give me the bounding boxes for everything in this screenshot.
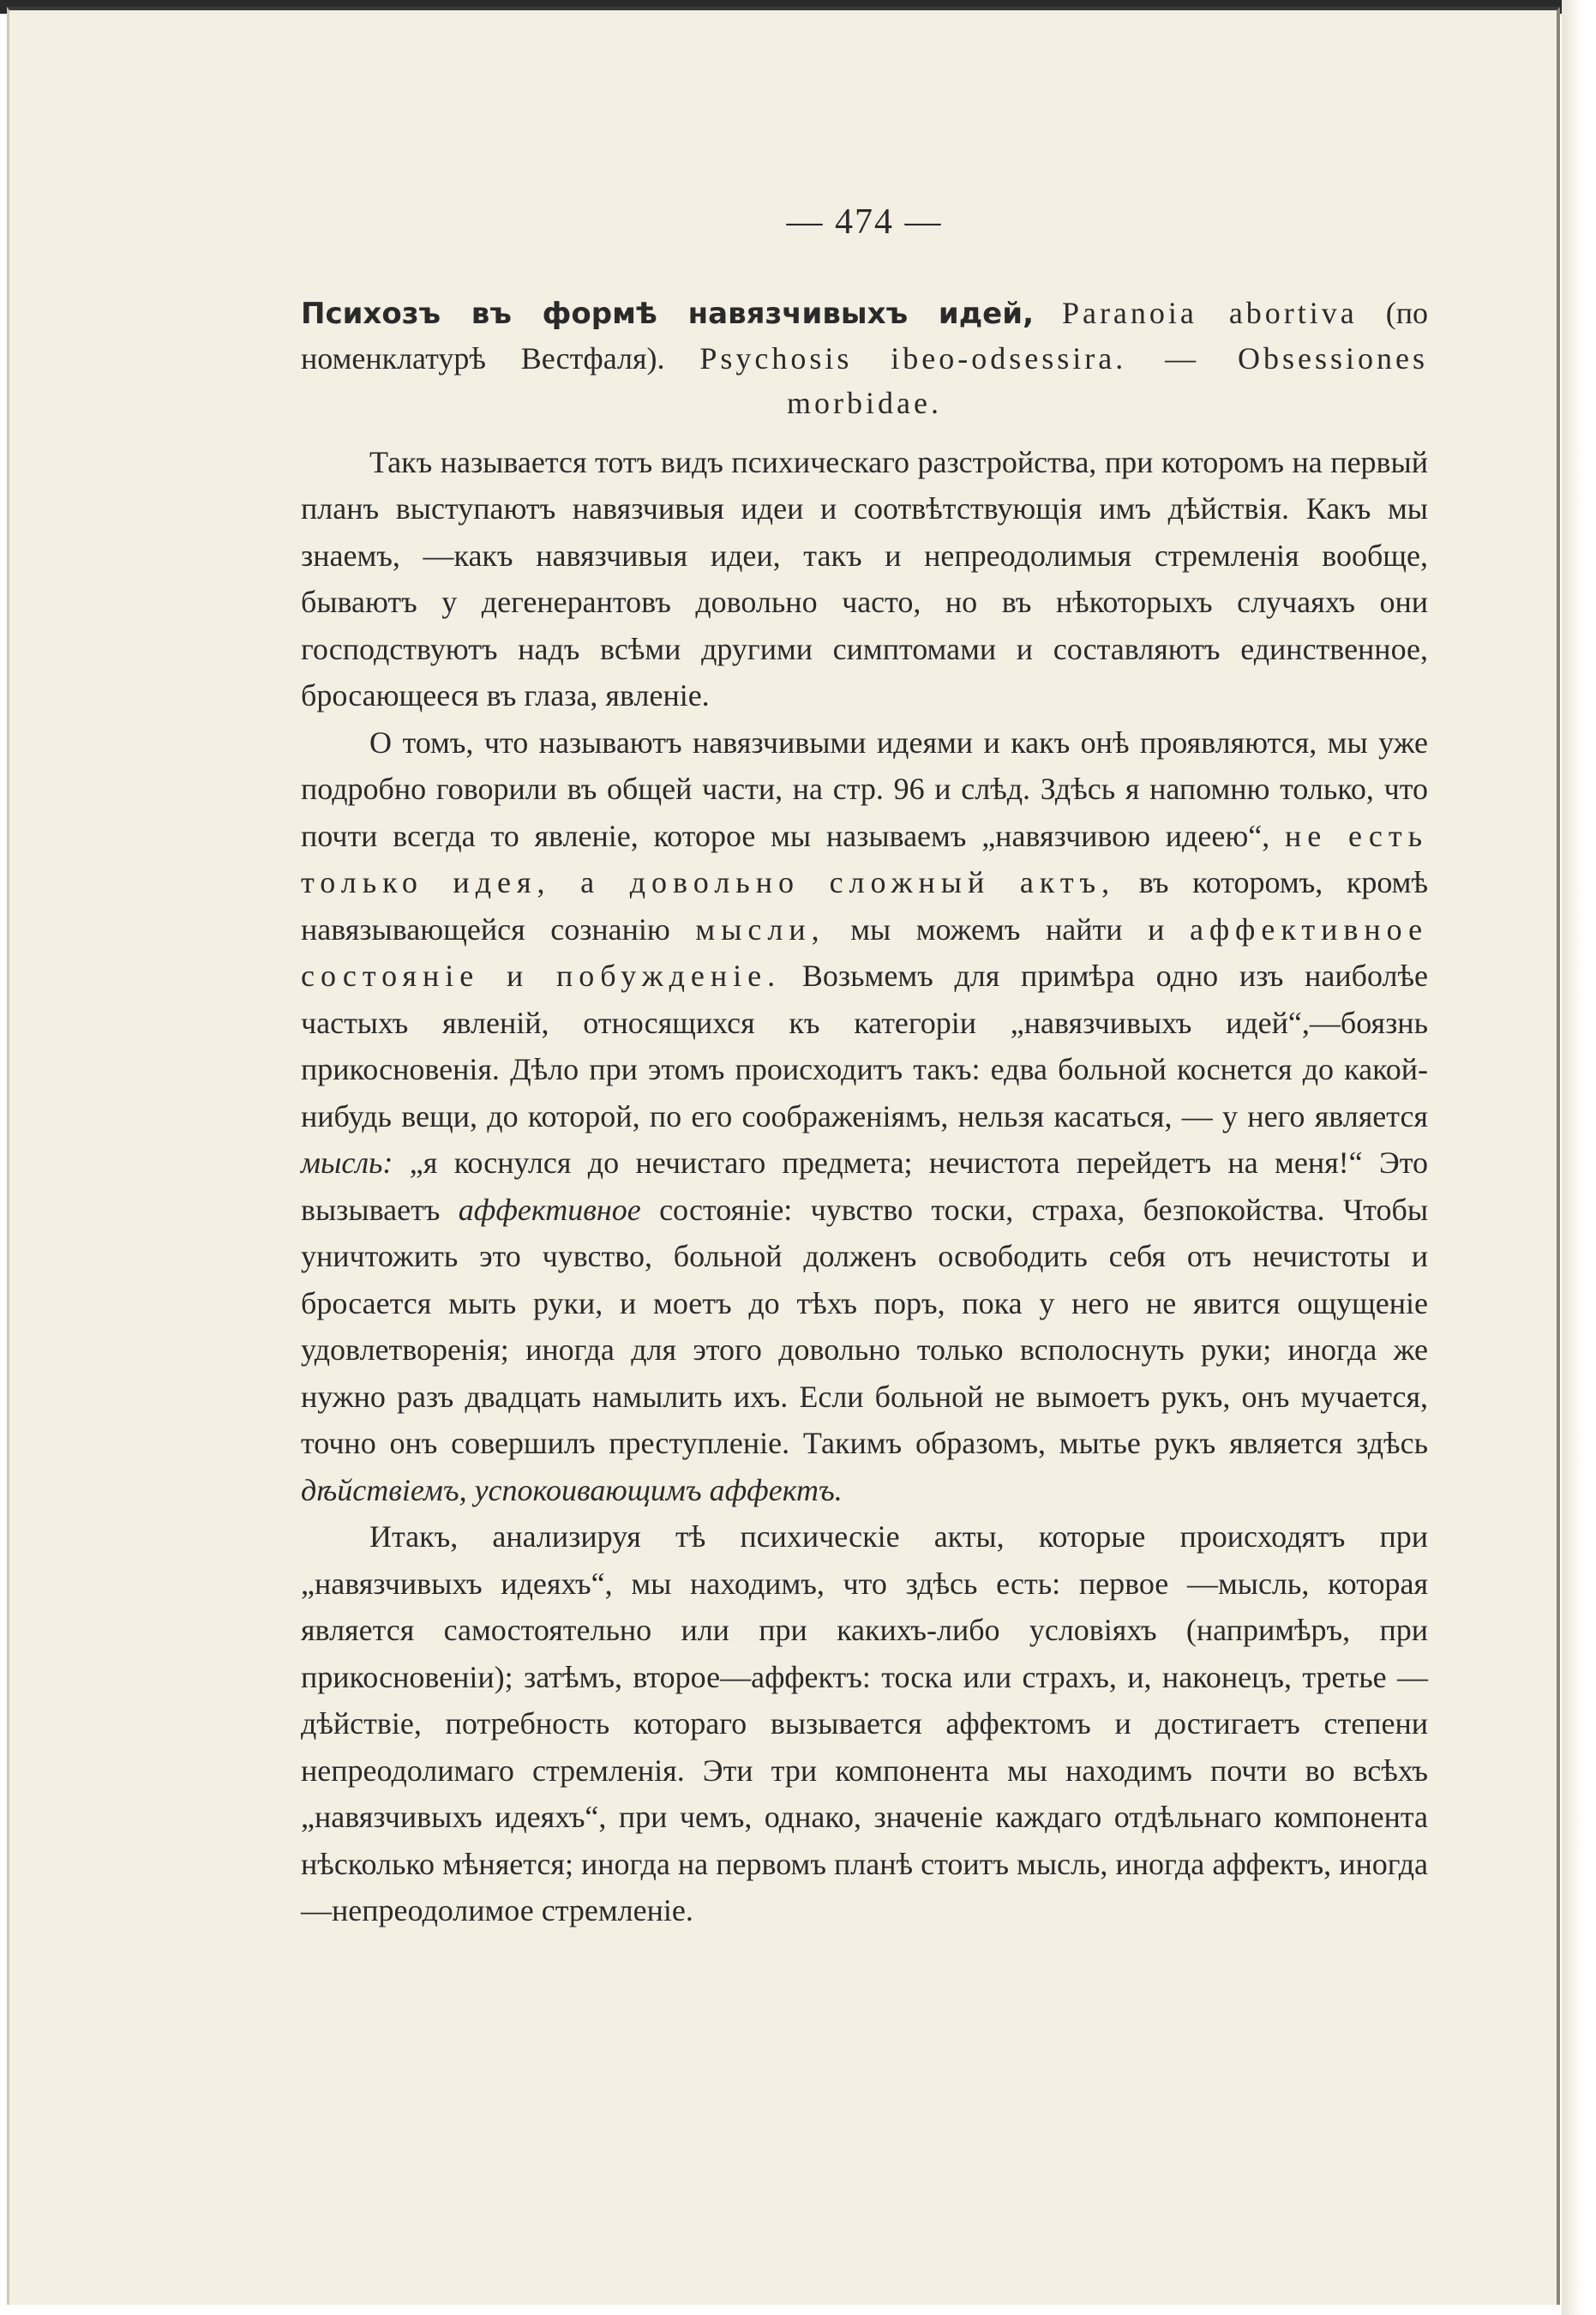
p2-spaced-d: мысли, bbox=[695, 911, 825, 947]
p2-spaced-b: не есть только идея, а довольно сложный актъ, bbox=[301, 818, 1429, 899]
p2-text-i: „я коснулся до нечистаго предмета; нечистота перейдетъ на меня!“ Это вызываетъ bbox=[301, 1145, 1428, 1227]
p2-text-a: О томъ, что называютъ навязчивыми идеями и какъ онѣ проявляются, мы уже подробно говорили въ общей части, на стр. 96 и слѣд. Здѣсь я напомню только, что почти всегда то явленіе, которое мы называемъ „навязчивою идеею“, bbox=[301, 725, 1428, 853]
heading-latin-term-2: Psychosis ibeo-odsessira. — Obsessiones morbidae. bbox=[699, 340, 1428, 420]
p2-italic-j: аффективное bbox=[458, 1192, 641, 1227]
paragraph-2 bbox=[301, 719, 1428, 1514]
section-heading bbox=[301, 291, 1428, 425]
heading-title: Психозъ въ формѣ навязчивыхъ идей, bbox=[301, 296, 1034, 331]
p2-text-k: состояніе: чувство тоски, страха, безпокойства. Чтобы уничтожить это чувство, больной долженъ освободить себя отъ нечистоты и бросается мыть руки, и моетъ до тѣхъ поръ, пока у него не явится ощущеніе удовлетворенія; иногда для этого довольно только всполоснуть руки; иногда же нужно разъ двадцать намылить ихъ. Если больной не вымоетъ рукъ, онъ мучается, точно онъ совершилъ преступленіе. Такимъ образомъ, мытье рукъ является здѣсь bbox=[301, 1192, 1429, 1460]
scan-right-edge bbox=[1562, 0, 1596, 2315]
heading-latin-term-1: Paranoia abortiva bbox=[1061, 295, 1358, 330]
p2-italic-h: мысль: bbox=[301, 1145, 393, 1180]
p2-italic-l: дѣйствіемъ, успокоивающимъ аффектъ. bbox=[301, 1472, 843, 1507]
paragraph-1: Такъ называется тотъ видъ психическаго разстройства, при которомъ на первый планъ выступаютъ навязчивыя идеи и соотвѣтствующія имъ дѣйствія. Какъ мы знаемъ, —какъ навязчивыя идеи, такъ и непреодолимыя стремленія вообще, бываютъ у дегенерантовъ довольно часто, но въ нѣкоторыхъ случаяхъ они господствуютъ надъ всѣми другими симптомами и составляютъ единственное, бросающееся въ глаза, явленіе. bbox=[301, 444, 1428, 713]
p2-text-c: въ которомъ, кромѣ навязывающейся сознанію bbox=[301, 865, 1428, 947]
page-number: — 474 — bbox=[786, 202, 943, 242]
paragraph-3: Итакъ, анализируя тѣ психическіе акты, которые происходятъ при „навязчивыхъ идеяхъ“, мы находимъ, что здѣсь есть: первое —мысль, которая является самостоятельно или при какихъ-либо условіяхъ (напримѣръ, при прикосновеніи); затѣмъ, второе—аффектъ: тоска или страхъ, и, наконецъ, третье —дѣйствіе, потребность котораго вызывается аффектомъ и достигаетъ степени непреодолимаго стремленія. Эти три компонента мы находимъ почти во всѣхъ „навязчивыхъ идеяхъ“, при чемъ, однако, значеніе каждаго отдѣльнаго компонента нѣсколько мѣняется; иногда на первомъ планѣ стоитъ мысль, иногда аффектъ, иногда—непреодолимое стремленіе. bbox=[301, 1519, 1428, 1927]
page-text-block bbox=[301, 199, 1428, 1934]
p2-text-g: Возьмемъ для примѣра одно изъ наиболѣе частыхъ явленій, относящихся къ категоріи „навязчивыхъ идей“,—боязнь прикосновенія. Дѣло при этомъ происходитъ такъ: едва больной коснется до какой-нибудь вещи, до которой, по его соображеніямъ, нельзя касаться, — у него является bbox=[301, 959, 1429, 1133]
p2-spaced-f: аффективное состояніе и побужденіе. bbox=[301, 911, 1429, 993]
p2-text-e: мы можемъ найти и bbox=[850, 911, 1165, 947]
heading-note: (по номенклатурѣ Вестфаля). bbox=[301, 295, 1428, 376]
book-page bbox=[7, 7, 1560, 2305]
